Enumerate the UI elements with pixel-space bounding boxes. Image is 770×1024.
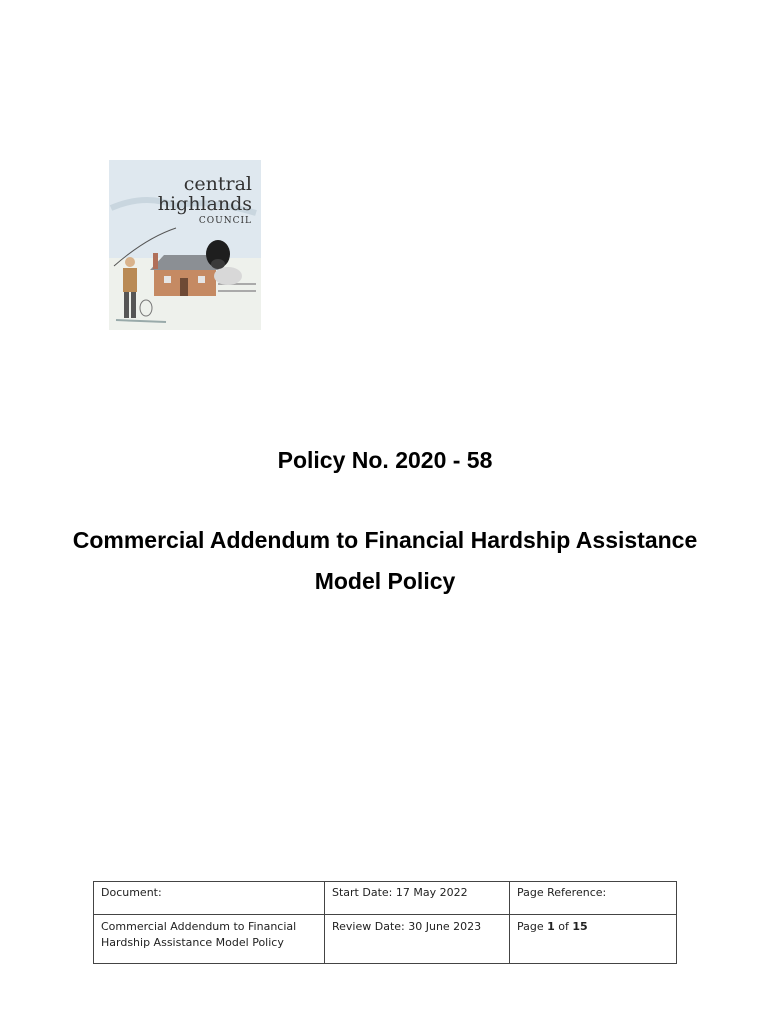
logo-line-3: COUNCIL bbox=[198, 216, 252, 226]
document-info-table bbox=[93, 881, 677, 964]
table-row bbox=[94, 882, 677, 915]
document-name: Commercial Addendum to Financial Hardship Assistance Model Policy bbox=[94, 915, 325, 964]
review-date: Review Date: 30 June 2023 bbox=[325, 915, 510, 964]
page-of: of bbox=[554, 920, 573, 933]
page-reference bbox=[510, 915, 677, 964]
council-logo bbox=[106, 158, 278, 334]
document-label: Document: bbox=[94, 882, 325, 915]
policy-number: Policy No. 2020 - 58 bbox=[277, 447, 493, 473]
logo-line-1: central bbox=[183, 173, 252, 195]
page-prefix: Page bbox=[517, 920, 548, 933]
table-row bbox=[94, 915, 677, 964]
start-date: Start Date: 17 May 2022 bbox=[325, 882, 510, 915]
document-title: Commercial Addendum to Financial Hardship Assistance Model Policy bbox=[72, 527, 698, 594]
page-current: 1 bbox=[547, 920, 555, 933]
logo-line-2: highlands bbox=[157, 193, 252, 215]
page-reference-label: Page Reference: bbox=[510, 882, 677, 915]
logo-wordmark bbox=[158, 174, 252, 228]
page-total: 15 bbox=[572, 920, 588, 933]
